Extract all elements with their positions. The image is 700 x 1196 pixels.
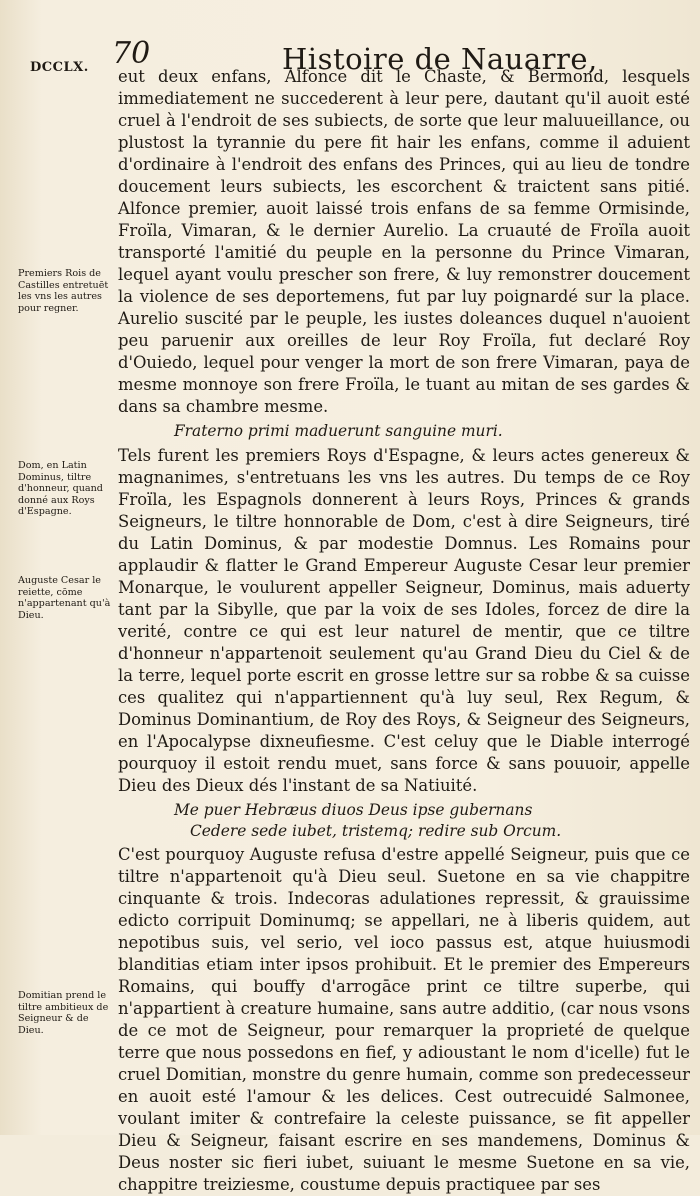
page-number: 70 [112,36,151,71]
margin-note-1: Premiers Rois de Castilles entretuēt les vns les autres pour regner. [18,268,109,314]
year-marker: DCCLX. [30,60,89,75]
running-title: Histoire de Nauarre, [282,42,598,76]
latin-quote-2-line-2: Cedere sede iubet, tristemq; redire sub Orcum. [190,822,562,840]
main-text [118,66,690,1196]
margin-note-3: Auguste Cesar le reiette, cōme n'appartenant qu'à Dieu. [18,575,111,621]
margin-note-4: Domitian prend le tiltre ambitieux de Seigneur & de Dieu. [18,990,109,1036]
paragraph-2: Tels furent les premiers Roys d'Espagne, & leurs actes genereux & magnanimes, s'entretuans les vns les autres. Du temps de ce Roy Froïla, les Espagnols donnerent à leurs Roys, Princes & grands Seigneurs, le tiltre honnorable de Dom, c'est à dire Seigneurs, tiré du Latin Dominus, & par modestie Domnus. Les Romains pour applaudir & flatter le Grand Empereur Auguste Cesar leur premier Monarque, le voulurent appeller Seigneur, Dominus, mais aduerty tant par la Sibylle, que par la voix de ses Idoles, forcez de dire la verité, contre ce qui est leur naturel de mentir, que ce tiltre d'honneur n'appartenoit seulement qu'au Grand Dieu du Ciel & de la terre, lequel porte escrit en grosse lettre sur sa robbe & sa cuisse ces qualitez qui n'appartiennent qu'à luy seul, Rex Regum, & Dominus Dominantium, de Roy des Roys, & Seigneur des Seigneurs, en l'Apocalypse dixneufiesme. C'est celuy que le Diable interrogé pourquoy il estoit rendu muet, sans force & sans pouuoir, appelle Dieu des Dieux dés l'instant de sa Natiuité. [118,446,690,795]
margin-note-2: Dom, en Latin Dominus, tiltre d'honneur, quand donné aux Roys d'Espagne. [18,460,103,517]
paragraph-1: eut deux enfans, Alfonce dit le Chaste, & Bermond, lesquels immediatement ne succederent à leur pere, dautant qu'il auoit esté cruel à l'endroit de ses subiects, de sorte que leur maluueillance, ou plustost la tyrannie du pere fit hair les enfans, comme il aduient d'ordinaire à l'endroit des enfans des Princes, qui au lieu de tondre doucement leurs subiects, les escorchent & traictent sans pitié. Alfonce premier, auoit laissé trois enfans de sa femme Ormisinde, Froïla, Vimaran, & le dernier Aurelio. La cruauté de Froïla auoit transporté l'amitié du peuple en la personne du Prince Vimaran, lequel ayant voulu prescher son frere, & luy remonstrer doucement la violence de ses deportemens, fut par luy poignardé sur la place. Aurelio suscité par le peuple, les iustes doleances duquel n'auoient peu paruenir aux oreilles de leur Roy Froïla, fut declaré Roy d'Ouiedo, lequel pour venger la mort de son frere Vimaran, paya de mesme monnoye son frere Froïla, le tuant au mitan de ses gardes & dans sa chambre mesme. [118,67,690,416]
page-header [0,16,700,76]
latin-quote-2-line-1: Me puer Hebræus diuos Deus ipse gubernans [174,801,533,819]
latin-quote-1: Fraterno primi maduerunt sanguine muri. [174,422,503,440]
paragraph-3: C'est pourquoy Auguste refusa d'estre appellé Seigneur, puis que ce tiltre n'appartenoit qu'à Dieu seul. Suetone en sa vie chappitre cinquante & trois. Indecoras adulationes repressit, & grauissime edicto corripuit Dominumq; se appellari, ne à liberis quidem, aut nepotibus suis, vel serio, vel ioco passus est, atque huiusmodi blanditias etiam inter ipsos prohibuit. Et le premier des Empereurs Romains, qui bouffy d'arrogāce print ce tiltre superbe, qui n'appartient à creature humaine, sans autre additio, (car nous vsons de ce mot de Seigneur, pour remarquer la proprieté de quelque terre que nous possedons en fief, y adioustant le nom d'icelle) fut le cruel Domitian, monstre du genre humain, comme son predecesseur en auoit esté l'amour & les delices. Cest outrecuidé Salmonee, voulant imiter & contrefaire la celeste puissance, se fit appeller Dieu & Seigneur, faisant escrire en ses mandemens, Dominus & Deus noster sic fieri iubet, suiuant le mesme Suetone en sa vie, chappitre treiziesme, coustume depuis practiquee par ses [118,845,690,1194]
